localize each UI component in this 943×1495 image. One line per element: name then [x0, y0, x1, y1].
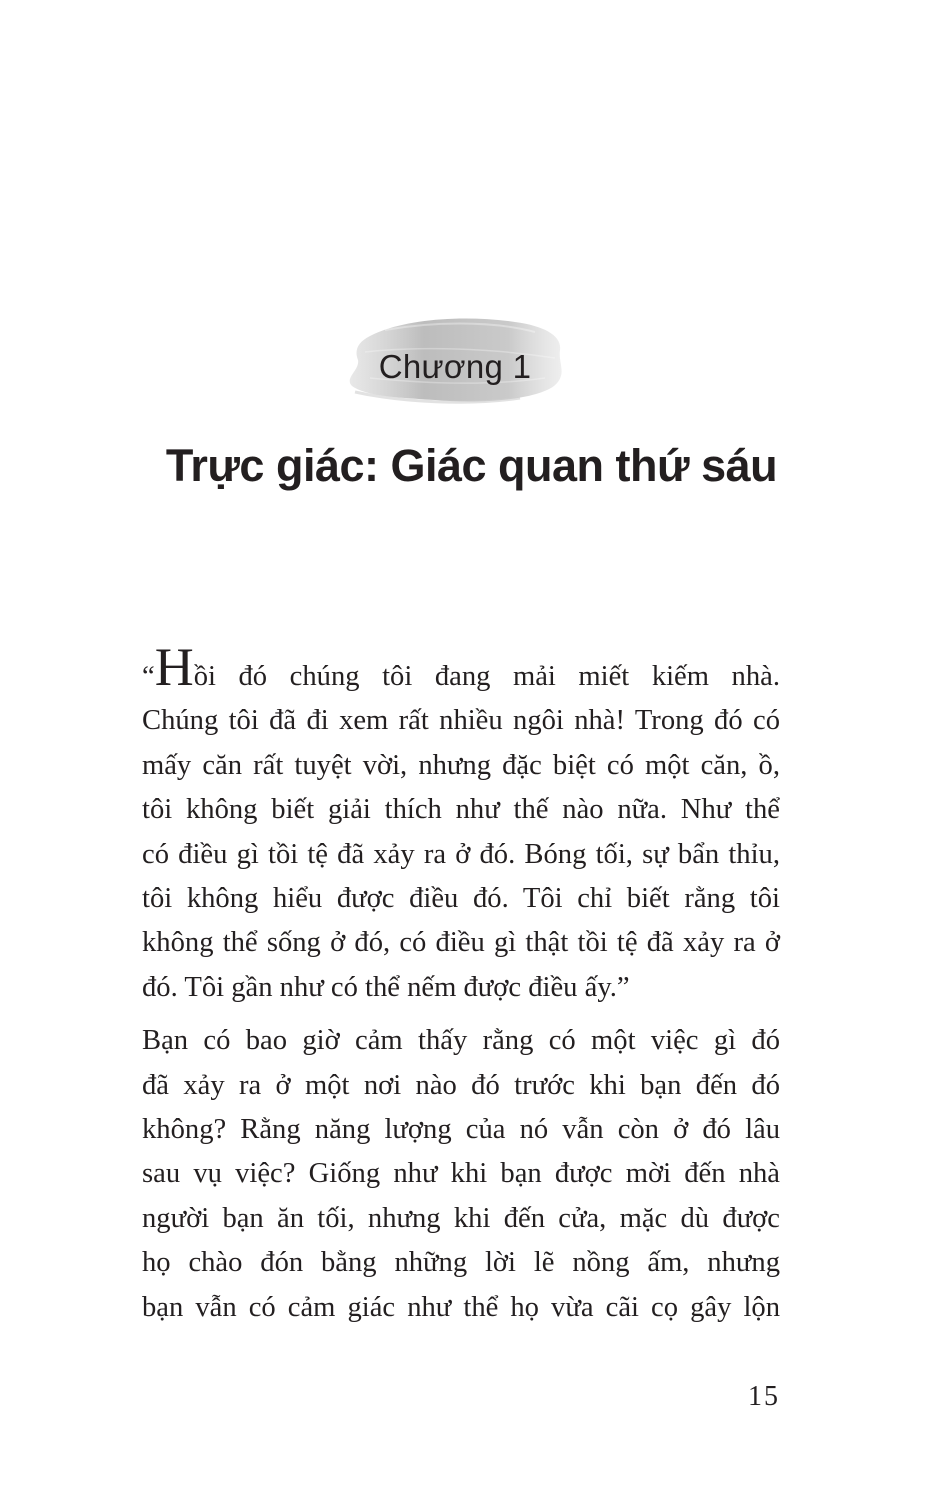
chapter-heading [340, 312, 570, 407]
text-line: bạn vẫn có cảm giác như thể họ vừa cãi cọ gây lộn [142, 1291, 780, 1323]
text-line [142, 637, 780, 699]
drop-letter: H [154, 637, 194, 697]
text-line: tôi không biết giải thích như thế nào nữa. Như thể [142, 794, 780, 826]
text-line: sau vụ việc? Giống như khi bạn được mời đến nhà [142, 1158, 780, 1190]
text-line: không? Rằng năng lượng của nó vẫn còn ở đó lâu [142, 1114, 780, 1146]
text-line: đã xảy ra ở một nơi nào đó trước khi bạn đến đó [142, 1069, 780, 1101]
text-line: đó. Tôi gần như có thể nếm được điều ấy.” [142, 971, 630, 1003]
text-line: Bạn có bao giờ cảm thấy rằng có một việc gì đó [142, 1025, 780, 1057]
paragraph-quote [142, 637, 780, 1010]
chapter-title: Trực giác: Giác quan thứ sáu [165, 440, 778, 491]
chapter-number: Chương 1 [378, 348, 532, 385]
text-line: không thể sống ở đó, có điều gì thật tồi tệ đã xảy ra ở [142, 927, 780, 959]
paragraph-body [142, 1019, 780, 1330]
text-line: mấy căn rất tuyệt vời, nhưng đặc biệt có một căn, ồ, [142, 749, 780, 781]
text-line: Chúng tôi đã đi xem rất nhiều ngôi nhà! Trong đó có [142, 705, 780, 737]
text-line-content: ồi đó chúng tôi đang mải miết kiếm nhà. [193, 661, 780, 692]
page-number: 15 [748, 1381, 780, 1412]
text-line: họ chào đón bằng những lời lẽ nồng ấm, nhưng [142, 1247, 780, 1279]
text-line: tôi không hiểu được điều đó. Tôi chỉ biết rằng tôi [142, 883, 780, 915]
opening-quote-mark: “ [142, 661, 155, 692]
text-line: người bạn ăn tối, nhưng khi đến cửa, mặc dù được [142, 1202, 780, 1234]
body-text [142, 637, 780, 1330]
text-line: có điều gì tồi tệ đã xảy ra ở đó. Bóng tối, sự bẩn thỉu, [142, 838, 780, 870]
